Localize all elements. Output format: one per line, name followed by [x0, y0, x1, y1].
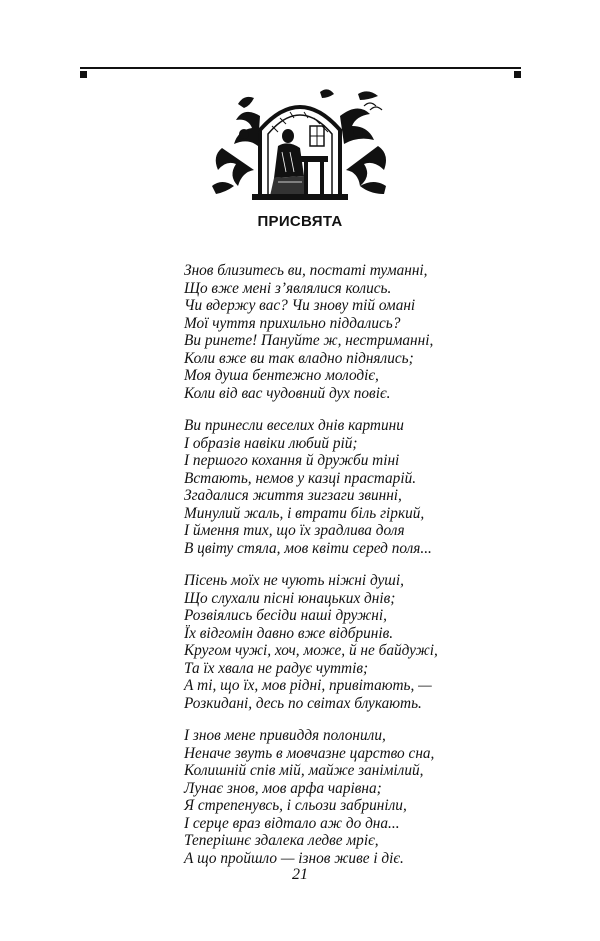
poem-line: Встають, немов у казці прастарій.: [184, 469, 417, 487]
poem-line: Розвіялись бесіди наші дружні,: [184, 607, 387, 624]
poem-line: Розкидані, десь по світах блукають.: [184, 694, 422, 712]
poem-line: І серце враз відтало аж до дна...: [184, 814, 400, 832]
stanza: [184, 727, 504, 867]
poem-line: Лунає знов, мов арфа чарівна;: [184, 779, 382, 797]
stanza: [184, 572, 504, 712]
header-rule: [80, 67, 521, 69]
poem-line: В цвіту стяла, мов квіти серед поля...: [184, 539, 432, 557]
poem-line: А що пройшло — ізнов живе і діє.: [184, 849, 404, 867]
poem-line: Теперішнє здалека ледве мріє,: [184, 832, 379, 849]
poem-line: Кругом чужі, хоч, може, й не байдужі,: [184, 642, 438, 659]
poem-line: Неначе звуть в мовчазне царство сна,: [184, 744, 435, 762]
stanza: [184, 262, 504, 402]
page-number: 21: [292, 866, 308, 883]
poem-body: [184, 262, 504, 882]
poem-line: Ви ринете! Пануйте ж, нестриманні,: [184, 332, 434, 349]
engraving-vignette-illustration: [208, 86, 392, 204]
poem-line: А ті, що їх, мов рідні, привітають, —: [184, 677, 432, 694]
poem-line: І образів навіки любий рій;: [184, 434, 358, 452]
poem-line: Мої чуття прихильно піддались?: [184, 314, 401, 332]
poem-line: Минулий жаль, і втрати біль гіркий,: [184, 504, 425, 522]
poem-line: Згадалися життя зигзаги звинні,: [184, 487, 402, 504]
poem-line: Що вже мені з’являлися колись.: [184, 279, 392, 297]
poem-line: І знов мене привиддя полонили,: [184, 727, 386, 744]
poem-line: Коли від вас чудовний дух повіє.: [184, 384, 391, 402]
stanza: [184, 417, 504, 557]
poem-title: ПРИСВЯТА: [257, 213, 343, 230]
poem-line: Ви принесли веселих днів картини: [184, 417, 404, 434]
header-corner-mark-left: [80, 71, 87, 78]
poem-line: Знов близитесь ви, постаті туманні,: [184, 262, 428, 279]
poem-line: Чи вдержу вас? Чи знову тій омані: [184, 297, 416, 314]
poem-line: Що слухали пісні юнацьких днів;: [184, 589, 396, 607]
poem-line: Та їх хвала не радує чуттів;: [184, 659, 369, 677]
header-corner-mark-right: [514, 71, 521, 78]
poem-line: Колишній спів мій, майже занімілий,: [184, 762, 424, 779]
poem-line: Моя душа бентежно молодіє,: [184, 367, 379, 384]
poem-line: Коли вже ви так владно піднялись;: [184, 349, 414, 367]
poem-line: Їх відгомін давно вже відбринів.: [184, 624, 394, 642]
poem-line: І ймення тих, що їх зрадлива доля: [184, 522, 405, 539]
poem-line: Я стрепенувсь, і сльози забриніли,: [184, 797, 407, 814]
poem-line: Пісень моїх не чують ніжні душі,: [184, 572, 404, 589]
poem-line: І першого кохання й дружби тіні: [184, 452, 400, 469]
